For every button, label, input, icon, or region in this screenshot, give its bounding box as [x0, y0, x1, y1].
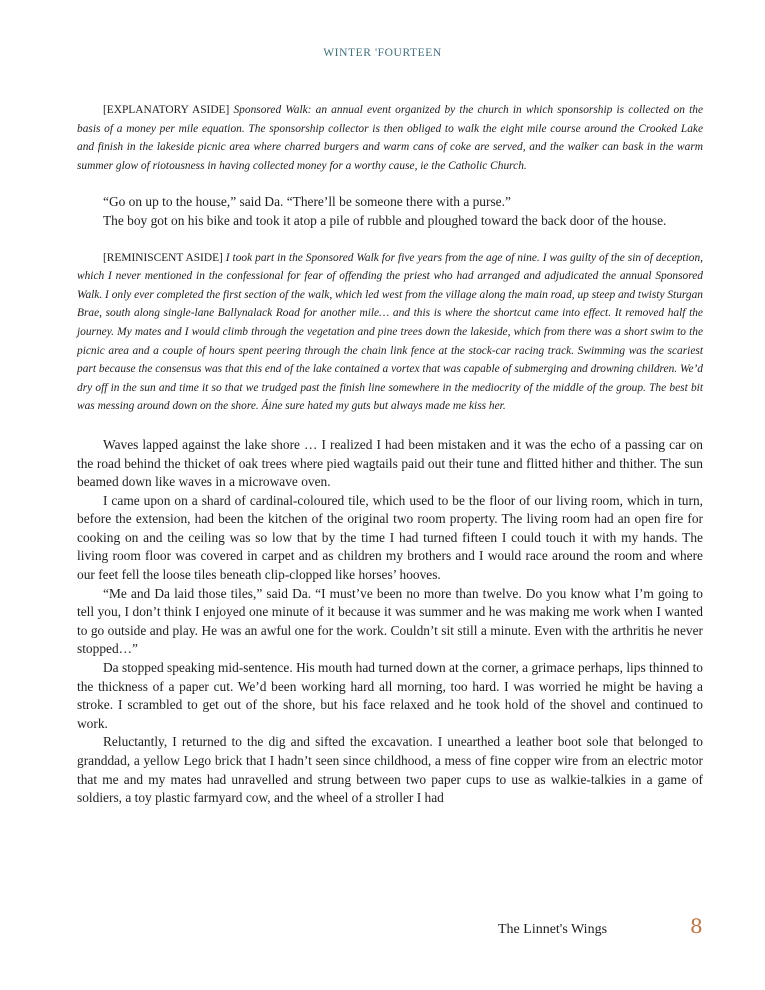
paragraph: “Go on up to the house,” said Da. “There’ll be someone there with a purse.”: [103, 194, 511, 210]
aside-tag: [REMINISCENT ASIDE]: [103, 251, 223, 264]
paragraph: The boy got on his bike and took it atop a pile of rubble and ploughed toward the back door of the house.: [103, 212, 667, 228]
paragraph: Da stopped speaking mid-sentence. His mouth had turned down at the corner, a grimace perhaps, lips thinned to the thickness of a paper cut. We’d been working hard all morning, too hard. I was worried he might be having a stroke. I scrambled to get out of the shore, but his face relaxed and he took hold of the shovel and continued to work.: [77, 660, 703, 731]
paragraph: “Me and Da laid those tiles,” said Da. “I must’ve been no more than twelve. Do you know what I’m going to tell you, I don’t think I enjoyed one minute of it because it was summer and he was making me work when I wanted to go outside and play. He was an awful one for the work. Couldn’t sit still a minute. Even with the arthritis he never stopped…”: [77, 585, 703, 657]
paragraph: I came upon on a shard of cardinal-coloured tile, which used to be the floor of our living room, which in turn, before the extension, had been the kitchen of the original two room property. The living room had an open fire for cooking on and the ceiling was so low that by the time I had turned fifteen I could touch it with my hands. The living room floor was covered in carpet and as children my brothers and I would race around the room and where our feet fell the loose tiles beneath clip-clopped like horses’ hooves.: [77, 492, 703, 583]
reminiscent-aside: [77, 249, 703, 416]
footer-publication-title: The Linnet's Wings: [498, 922, 608, 937]
page-number: 8: [690, 914, 703, 938]
aside-tag: [EXPLANATORY ASIDE]: [103, 104, 230, 116]
paragraph: Waves lapped against the lake shore … I realized I had been mistaken and it was the echo of a passing car on the road behind the thicket of oak trees where pied wagtails paid out their tune and flitted hither and thither. The sun beamed down like waves in a microwave oven.: [77, 436, 703, 490]
explanatory-aside: [77, 101, 703, 175]
body-text: [77, 101, 703, 808]
running-head: WINTER 'FOURTEEN: [323, 47, 442, 59]
aside-text: Sponsored Walk: an annual event organized by the church in which sponsorship is collected on the basis of a money per mile equation. The sponsorship collector is then obliged to walk the eight mile course around the Crooked Lake and finish in the lakeside picnic area where charred burgers and warm cans of coke are served, and the walker can bask in the warm summer glow of riotousness in having collected money for a worthy cause, ie the Catholic Church.: [77, 104, 704, 172]
aside-text: I took part in the Sponsored Walk for five years from the age of nine. I was guilty of the sin of deception, which I never mentioned in the confessional for fear of offending the priest who had arranged and adjudicated the annual Sponsored Walk. I only ever completed the first section of the walk, which led west from the village along the main road, up steep and twisty Sturgan Brae, south along single-lane Ballynalack Road for another mile… and this is where the shortcut came into effect. It removed half the journey. My mates and I would climb through the vegetation and pine trees down the lakeside, which from there was a short swim to the picnic area and a couple of hours spent peering through the chain link fence at the stock-car racing track. Swimming was the scariest part because the consensus was that this end of the lake contained a vortex that was capable of submerging and drowning children. We’d dry off in the sun and time it so that we trudged past the finish line somewhere in the mediocrity of the middle of the group. The best bit was messing around down on the shore. Áine sure hated my guts but always made me kiss her.: [77, 251, 703, 413]
paragraph: Reluctantly, I returned to the dig and sifted the excavation. I unearthed a leather boot sole that belonged to granddad, a yellow Lego brick that I hadn’t seen since childhood, a mess of fine copper wire from an electric motor that me and my mates had unravelled and strung between two paper cups to use as walkie-talkies in a game of soldiers, a toy plastic farmyard cow, and the wheel of a stroller I had: [77, 734, 703, 806]
